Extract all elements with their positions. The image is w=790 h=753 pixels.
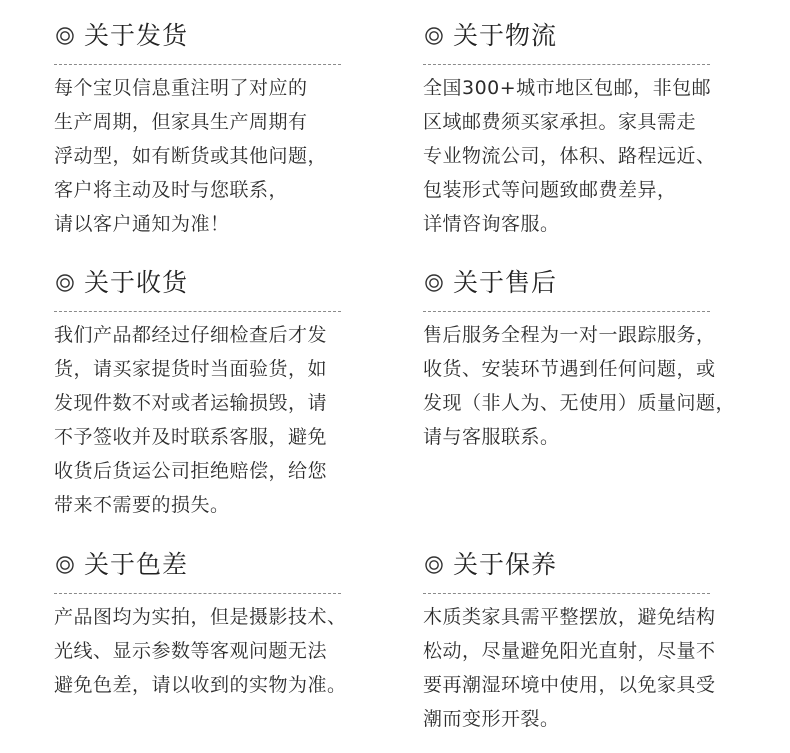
section-title: 关于保养 (453, 550, 558, 579)
dashed-divider (423, 64, 710, 65)
dashed-divider (54, 593, 341, 594)
section-body (54, 318, 341, 522)
body-line: 收货、安装环节遇到任何问题，或 (423, 358, 716, 380)
section-heading (54, 19, 341, 53)
body-line: 潮而变形开裂。 (423, 708, 560, 730)
body-line: 避免色差，请以收到的实物为准。 (54, 674, 347, 696)
circled-dot-icon (423, 25, 445, 47)
body-line: 发现件数不对或者运输损毁，请 (54, 392, 328, 414)
section-heading (54, 548, 347, 582)
body-line: 货，请买家提货时当面验货，如 (54, 358, 328, 380)
section-body (54, 71, 341, 241)
section-body (423, 71, 716, 241)
body-line: 木质类家具需平整摆放，避免结构 (423, 606, 716, 628)
body-line: 详情咨询客服。 (423, 213, 560, 235)
body-line: 全国300+城市地区包邮，非包邮 (423, 77, 712, 99)
body-line: 请以客户通知为准！ (54, 213, 230, 235)
body-line: 请与客服联系。 (423, 426, 560, 448)
section-heading (423, 19, 716, 53)
body-line: 要再潮湿环境中使用，以免家具受 (423, 674, 716, 696)
section-maintenance (423, 548, 716, 736)
body-line: 发现（非人为、无使用）质量问题， (423, 392, 736, 414)
body-line: 客户将主动及时与您联系， (54, 179, 289, 201)
body-line: 每个宝贝信息重注明了对应的 (54, 77, 308, 99)
circled-dot-icon (54, 554, 76, 576)
body-line: 包装形式等问题致邮费差异， (423, 179, 677, 201)
section-heading (423, 266, 735, 300)
body-line: 收货后货运公司拒绝赔偿，给您 (54, 460, 328, 482)
dashed-divider (54, 311, 341, 312)
dashed-divider (423, 593, 710, 594)
section-heading (54, 266, 341, 300)
section-logistics (423, 19, 716, 241)
body-line: 产品图均为实拍，但是摄影技术、 (54, 606, 347, 628)
section-shipping (54, 19, 341, 241)
body-line: 我们产品都经过仔细检查后才发 (54, 324, 328, 346)
dashed-divider (54, 64, 341, 65)
section-after-sales (423, 266, 735, 454)
body-line: 浮动型，如有断货或其他问题， (54, 145, 328, 167)
circled-dot-icon (423, 554, 445, 576)
section-heading (423, 548, 716, 582)
section-body (54, 600, 347, 702)
body-line: 区域邮费须买家承担。家具需走 (423, 111, 697, 133)
body-line: 生产周期，但家具生产周期有 (54, 111, 308, 133)
section-title: 关于物流 (453, 21, 558, 50)
body-line: 光线、显示参数等客观问题无法 (54, 640, 328, 662)
section-title: 关于发货 (84, 21, 189, 50)
body-line: 售后服务全程为一对一跟踪服务， (423, 324, 716, 346)
section-title: 关于色差 (84, 550, 189, 579)
circled-dot-icon (54, 25, 76, 47)
section-title: 关于售后 (453, 268, 558, 297)
circled-dot-icon (423, 272, 445, 294)
dashed-divider (423, 311, 710, 312)
section-body (423, 600, 716, 736)
section-body (423, 318, 735, 454)
section-color-difference (54, 548, 347, 702)
circled-dot-icon (54, 272, 76, 294)
section-title: 关于收货 (84, 268, 189, 297)
section-receiving (54, 266, 341, 522)
body-line: 专业物流公司，体积、路程远近、 (423, 145, 716, 167)
body-line: 松动，尽量避免阳光直射，尽量不 (423, 640, 716, 662)
body-line: 不予签收并及时联系客服，避免 (54, 426, 328, 448)
body-line: 带来不需要的损失。 (54, 494, 230, 516)
